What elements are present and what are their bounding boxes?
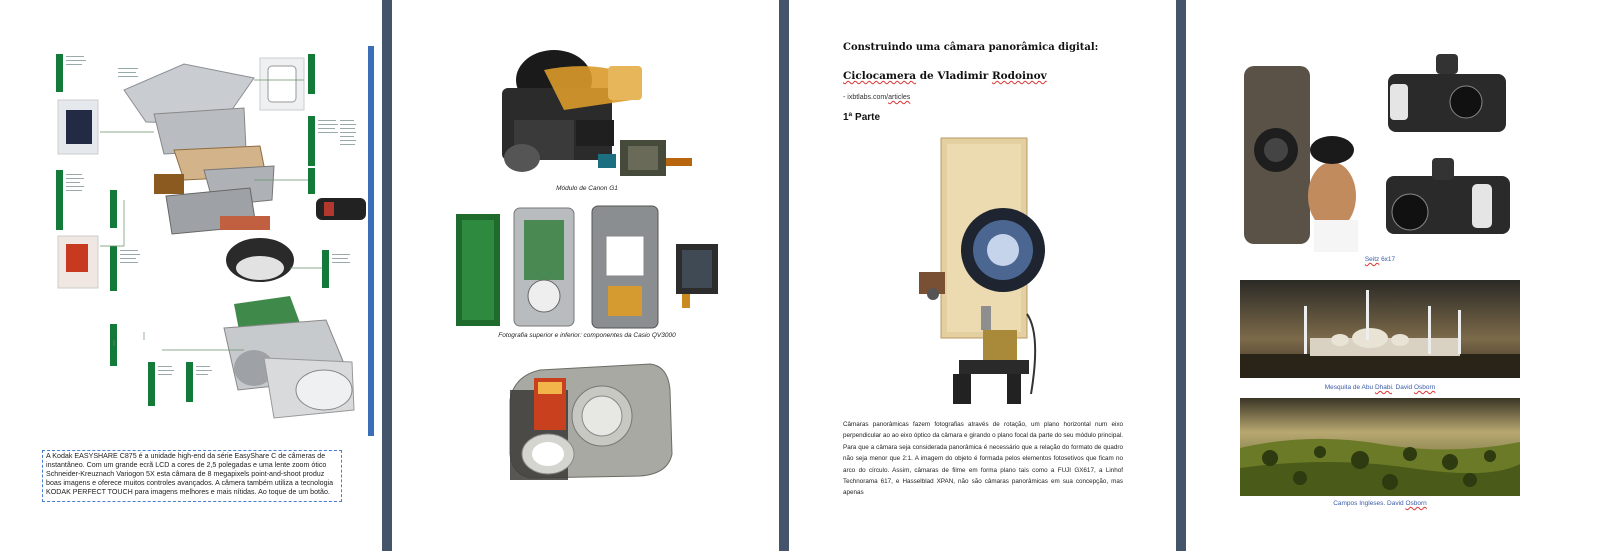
exploded-diagram — [54, 50, 366, 430]
fields-caption-b: Osborn — [1405, 500, 1427, 507]
canon-g1-module-photo — [484, 40, 704, 180]
casio-qv3000-caption: Fotografia superior e inferior: componentes da Casio QV3000 — [498, 332, 676, 339]
camera-shell-photo — [500, 350, 680, 490]
section-heading: 1ª Parte — [843, 112, 881, 123]
mosque-caption — [1240, 384, 1520, 391]
subtitle-part1: Ciclocamera — [843, 70, 917, 82]
link-suffix: articles — [888, 94, 911, 101]
article-body: Câmaras panorâmicas fazem fotografias através de rotação, um plano horizontal num eixo perpendicular ao ao eixo óptico da câmara e girando o plano focal da parte do seu módulo principal. Para que a câmara seja considerada panorâmica é necessário que a relação do formato de quadro não seja menor que 2:1. A imagem do objeto é formada pelos elementos fotosetivos que ficam no arco do círculo. Assim, câmaras de filme em forma plano tais como a FUJI GX617, a Linhof Technorama 617, e Hasselblad XPAN, não são câmaras panorâmicas em sua concepção, mas apenas — [843, 421, 1123, 497]
mosque-caption-d: Osborn — [1413, 384, 1436, 391]
camera-exploded-illustration — [54, 50, 366, 430]
page-title: Construindo uma câmara panorâmica digital: — [843, 42, 1099, 53]
seitz-caption — [1240, 256, 1520, 263]
mosque-caption-b: Dhabi — [1374, 384, 1392, 391]
document-page-3[interactable] — [789, 0, 1176, 551]
margin-bar — [368, 46, 374, 436]
source-link[interactable] — [843, 94, 910, 101]
english-fields-photo — [1240, 398, 1520, 496]
page-separator — [1176, 0, 1186, 551]
subtitle-part2: de Vladimir — [916, 70, 992, 82]
subtitle-part3: Rodoinov — [991, 70, 1047, 82]
document-page-2[interactable] — [392, 0, 779, 551]
mosque-caption-a: Mesquita de Abu — [1324, 384, 1375, 391]
page-separator — [382, 0, 392, 551]
document-page-4[interactable] — [1186, 0, 1606, 551]
link-prefix: - ixbtlabs.com/ — [843, 94, 889, 101]
fields-caption — [1240, 500, 1520, 507]
article-subtitle — [843, 70, 1047, 82]
fields-caption-a: Campos Ingleses. David — [1333, 500, 1406, 507]
mosque-caption-c: . David — [1391, 384, 1414, 391]
panoramic-camera-photo — [917, 134, 1047, 404]
page-separator — [779, 0, 789, 551]
casio-qv3000-components-photo — [450, 200, 740, 330]
seitz-caption-a: Seitz — [1364, 256, 1380, 263]
abu-dhabi-mosque-photo — [1240, 280, 1520, 378]
document-page-1[interactable] — [0, 0, 382, 551]
canon-g1-caption: Módulo de Canon G1 — [556, 185, 618, 192]
seitz-caption-b: 6x17 — [1379, 256, 1396, 263]
caption-textbox[interactable]: A Kodak EASYSHARE C875 é a unidade high-end da série EasyShare C de câmeras de instantâneo. Com um grande ecrã LCD a cores de 2,5 polegadas e uma lente zoom ótico Schneider-Kreuznach Variogon 5X esta câmara de 8 megapixels point-and-shoot produz boas imagens e oferece muitos controles avançados. A câmera também utiliza a tecnologia KODAK PERFECT TOUCH para imagens melhores e mais nítidas. Ao toque de um botão. — [42, 450, 342, 502]
seitz-6x17-photo — [1240, 44, 1520, 252]
